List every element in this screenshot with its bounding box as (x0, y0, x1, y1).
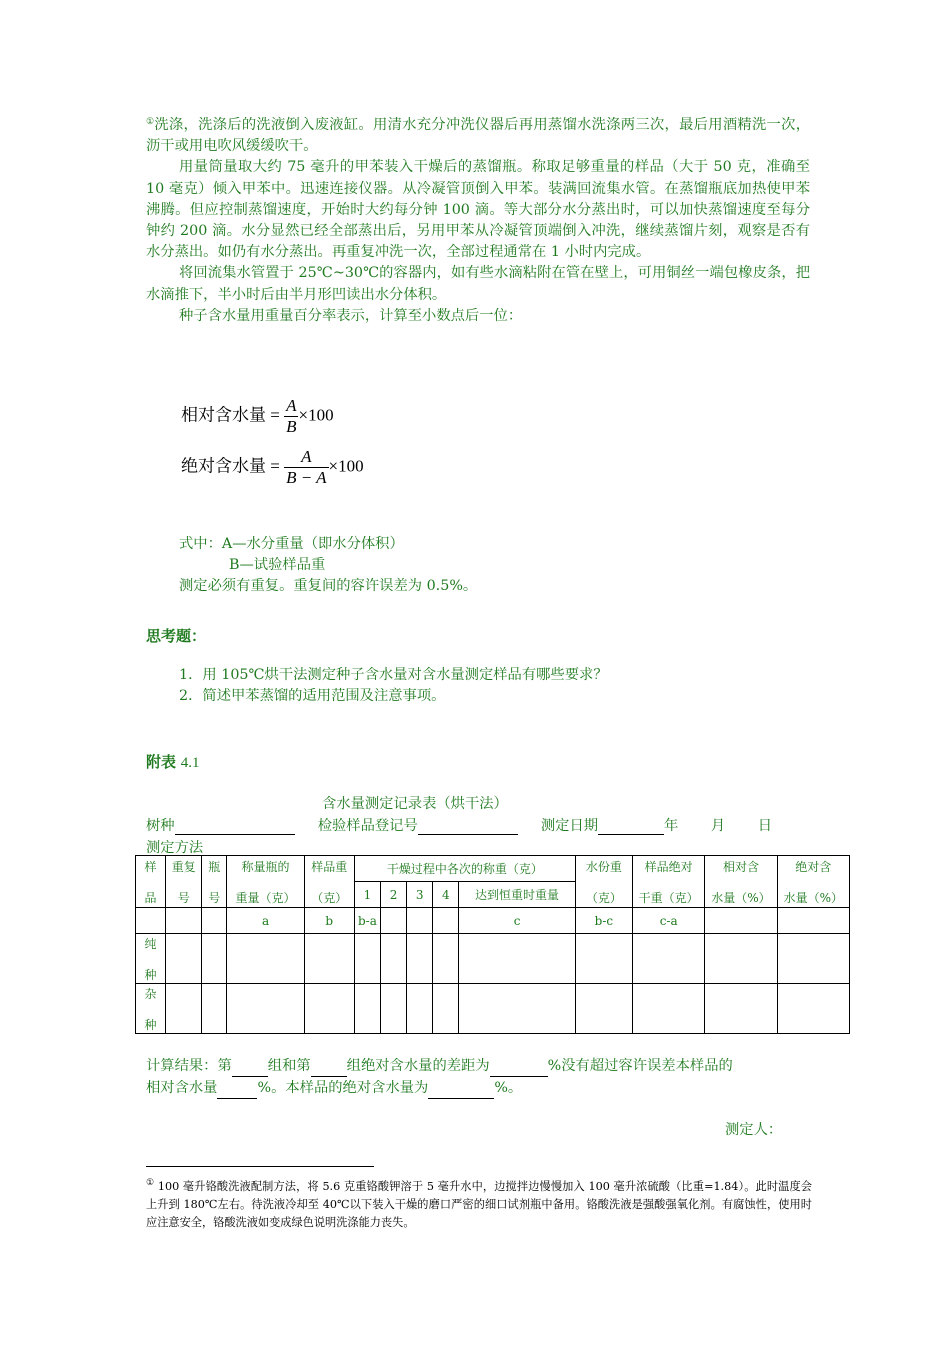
result-text-4: %没有超过容许误差本样品的 (547, 1058, 733, 1074)
group-1-blank[interactable] (232, 1061, 268, 1077)
formula-b: b (304, 908, 354, 934)
header-water: 水份重 （克） (575, 856, 632, 908)
footnote-text: 100 毫升铬酸洗液配制方法，将 5.6 克重铬酸钾溶于 5 毫升水中，边搅拌边慢慢加入 100 毫升浓硫酸（比重=1.84）。此时温度会上升到 180℃左右。待洗液冷却至 40℃以下装入干燥的磨口严密的细口试剂瓶中备用。铬酸洗液是强酸强氧化剂。有腐蚀性，使用时应注意安全，铬酸洗液如变成绿色说明洗涤能力丧失。 (146, 1180, 812, 1229)
footnote-marker: ① (146, 1178, 155, 1188)
formula-a: a (227, 908, 304, 934)
legend-a: 式中：A—水分重量（即水分体积） (179, 536, 404, 552)
header-drying: 干燥过程中各次的称重（克） (354, 856, 575, 882)
result-text-5: 相对含水量 (146, 1080, 218, 1096)
day-label: 日 (757, 818, 773, 834)
row-label-mixed: 杂 种 (136, 984, 166, 1034)
footnote-divider (146, 1166, 374, 1167)
table-title: 含水量测定记录表（烘干法） (322, 796, 508, 812)
header-dry-weight: 样品绝对 干重（克） (633, 856, 705, 908)
absolute-formula (181, 447, 364, 488)
numerator: A (286, 396, 297, 415)
appendix-label: 附表 (146, 753, 177, 771)
formula-c: c (459, 908, 575, 934)
method-label: 测定方法 (146, 840, 204, 856)
header-sample-weight: 样品重 （克） (304, 856, 354, 908)
denominator: B − A (286, 468, 327, 487)
header-relative: 相对含 水量（%） (705, 856, 777, 908)
times-100: ×100 (298, 405, 334, 425)
formula-b-minus-a: b-a (354, 908, 380, 934)
relative-formula (181, 396, 334, 437)
absolute-blank[interactable] (428, 1083, 494, 1099)
paragraph-1-text: 洗涤，洗涤后的洗液倒入废液缸。用清水充分冲洗仪器后再用蒸馏水洗涤两三次，最后用酒精洗一次，沥干或用电吹风缓缓吹干。 (146, 117, 810, 155)
header-repeat: 重复 号 (166, 856, 202, 908)
questions-heading: 思考题： (146, 627, 207, 645)
result-text-1: 计算结果：第 (146, 1058, 232, 1074)
header-absolute: 绝对含 水量（%） (777, 856, 849, 908)
body-text (146, 112, 810, 327)
header-row-1 (136, 856, 850, 882)
row-label-pure: 纯 种 (136, 934, 166, 984)
year-label: 年 (664, 818, 679, 834)
appendix-heading (146, 751, 200, 772)
header-sample: 样 品 (136, 856, 166, 908)
footnote-ref: ① (146, 117, 155, 127)
header-drying-4: 4 (433, 882, 459, 908)
tester-label: 测定人： (725, 1122, 783, 1138)
register-blank[interactable] (418, 819, 518, 835)
times-100: ×100 (328, 456, 364, 476)
result-text-2: 组和第 (267, 1058, 311, 1074)
legend-tolerance: 测定必须有重复。重复间的容许误差为 0.5%。 (179, 578, 478, 594)
formula-c-minus-a: c-a (633, 908, 705, 934)
appendix-number: 4.1 (180, 755, 200, 771)
date-blank[interactable] (598, 819, 664, 835)
group-2-blank[interactable] (311, 1061, 347, 1077)
result-text-7: %。 (494, 1080, 523, 1096)
calculation-result (146, 1055, 733, 1099)
numerator: A (284, 447, 328, 468)
absolute-formula-label: 绝对含水量 = (181, 456, 280, 476)
header-drying-3: 3 (407, 882, 433, 908)
species-label: 树种 (146, 818, 175, 834)
paragraph-1 (146, 112, 810, 157)
fraction-a-over-b (284, 396, 298, 437)
species-blank[interactable] (175, 819, 295, 835)
record-table (135, 855, 850, 1034)
paragraph-4: 种子含水量用重量百分率表示，计算至小数点后一位： (179, 307, 523, 324)
header-bottle-weight: 称量瓶的 重量（克） (227, 856, 304, 908)
header-drying-1: 1 (354, 882, 380, 908)
relative-formula-label: 相对含水量 = (181, 405, 280, 425)
question-2: 2．简述甲苯蒸馏的适用范围及注意事项。 (179, 688, 446, 704)
paragraph-2: 用量筒量取大约 75 毫升的甲苯装入干燥后的蒸馏瓶。称取足够重量的样品（大于 50 克，准确至 10 毫克）倾入甲苯中。迅速连接仪器。从冷凝管顶倒入甲苯。装满回流集水管。在蒸馏瓶底加热使甲苯沸腾。但应控制蒸馏速度，开始时大约每分钟 100 滴。等大部分水分蒸出时，可以加快蒸馏速度至每分钟约 200 滴。水分显然已经全部蒸出后，另用甲苯从冷凝管顶端倒入冲洗，继续蒸馏片刻，观察是否有水分蒸出。如仍有水分蒸出。再重复冲洗一次，全部过程通常在 1 小时内完成。 (146, 159, 810, 261)
legend-b: B—试验样品重 (229, 557, 326, 573)
month-label: 月 (710, 818, 726, 834)
relative-blank[interactable] (217, 1083, 257, 1099)
formula-row (136, 908, 850, 934)
paragraph-3: 将回流集水管置于 25℃~30℃的容器内，如有些水滴粘附在管在壁上，可用铜丝一端包橡皮条，把水滴推下，半小时后由半月形凹读出水分体积。 (146, 265, 810, 303)
table-row-pure (136, 934, 850, 984)
question-1: 1．用 105℃烘干法测定种子含水量对含水量测定样品有哪些要求？ (179, 667, 608, 683)
denominator: B (286, 417, 297, 436)
formula-legend (179, 534, 477, 597)
table-meta-line (146, 815, 772, 835)
questions-list (179, 665, 608, 707)
header-bottle: 瓶 号 (202, 856, 227, 908)
formula-b-minus-c: b-c (575, 908, 632, 934)
fraction-a-over-b-minus-a (284, 447, 328, 488)
date-label: 测定日期 (540, 818, 599, 834)
result-text-6: %。本样品的绝对含水量为 (257, 1080, 429, 1096)
result-text-3: 组绝对含水量的差距为 (346, 1058, 490, 1074)
table-row-mixed (136, 984, 850, 1034)
header-drying-2: 2 (380, 882, 406, 908)
register-label: 检验样品登记号 (317, 818, 418, 834)
header-constant-weight: 达到恒重时重量 (459, 882, 575, 908)
footnote (146, 1174, 812, 1232)
difference-blank[interactable] (490, 1061, 548, 1077)
